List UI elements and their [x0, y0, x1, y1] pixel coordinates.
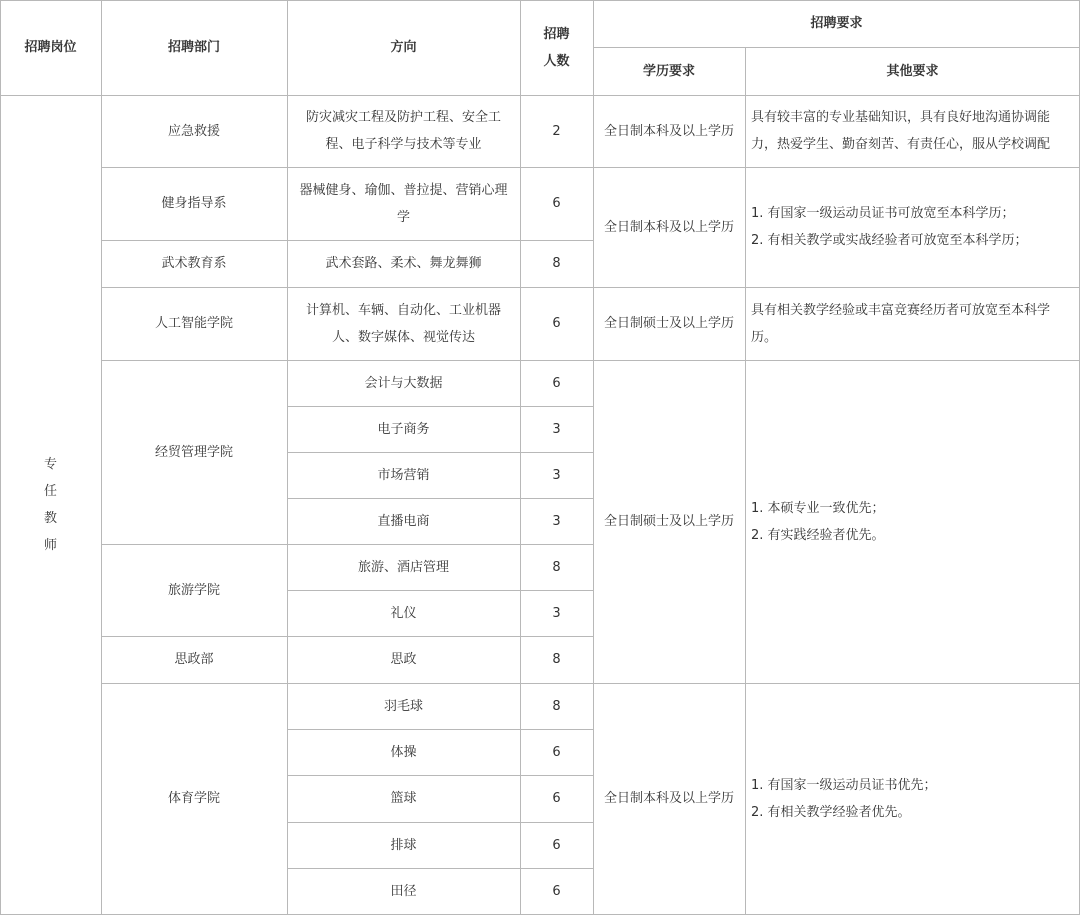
- direction-cell: 田径: [390, 883, 417, 899]
- other-item: 1. 本硕专业一致优先；: [751, 500, 885, 516]
- dept-cell: 经贸管理学院: [154, 444, 233, 460]
- direction-cell: 篮球: [390, 791, 417, 806]
- count-cell: 3: [552, 421, 561, 437]
- header-count-line2: 人数: [543, 53, 570, 69]
- direction-cell: 会计与大数据: [364, 375, 443, 391]
- direction-cell: 旅游、酒店管理: [357, 559, 449, 575]
- position-char: 教: [43, 511, 57, 526]
- count-cell: 6: [552, 744, 561, 760]
- position-char: 师: [43, 538, 57, 553]
- other-item: 2. 有实践经验者优先。: [751, 527, 885, 543]
- direction-cell: 羽毛球: [383, 698, 423, 714]
- dept-cell: 体育学院: [167, 791, 220, 806]
- header-education: 学历要求: [642, 63, 695, 79]
- other-cell: 具有相关教学经验或丰富竞赛经历者可放宽至本科学历。: [751, 302, 1051, 345]
- direction-cell: 礼仪: [390, 605, 417, 621]
- count-cell: 6: [552, 375, 561, 391]
- dept-cell: 旅游学院: [167, 582, 220, 598]
- count-cell: 6: [552, 837, 561, 853]
- count-cell: 8: [552, 652, 561, 667]
- direction-cell: 电子商务: [377, 421, 430, 437]
- count-cell: 6: [552, 883, 561, 899]
- header-department: 招聘部门: [167, 40, 220, 55]
- other-item: 1. 有国家一级运动员证书可放宽至本科学历；: [751, 206, 1015, 221]
- position-cell: [0, 95, 101, 915]
- edu-cell: 全日制硕士及以上学历: [603, 514, 734, 529]
- edu-cell: 全日制本科及以上学历: [603, 123, 734, 139]
- direction-cell: 直播电商: [377, 513, 430, 529]
- count-cell: 3: [552, 605, 561, 621]
- other-item: 2. 有相关教学或实战经验者可放宽至本科学历；: [751, 233, 1028, 248]
- count-cell: 3: [552, 467, 561, 483]
- direction-cell: 武术套路、柔术、舞龙舞狮: [325, 256, 482, 271]
- header-count-line1: 招聘: [543, 26, 570, 42]
- count-cell: 6: [552, 316, 561, 331]
- header-other: 其他要求: [886, 63, 939, 79]
- other-item: 2. 有相关教学经验者优先。: [751, 804, 911, 820]
- header-requirements: 招聘要求: [810, 16, 863, 31]
- direction-cell: 计算机、车辆、自动化、工业机器人、数字媒体、视觉传达: [305, 302, 501, 345]
- header-count: [520, 0, 593, 95]
- count-cell: 8: [552, 256, 561, 271]
- dept-cell: 健身指导系: [161, 196, 227, 211]
- header-position: 招聘岗位: [24, 40, 77, 55]
- direction-cell: 体操: [390, 744, 417, 760]
- dept-cell: 武术教育系: [161, 256, 227, 271]
- dept-cell: 应急救援: [167, 123, 220, 139]
- other-cell: [745, 683, 1080, 914]
- count-cell: 3: [552, 513, 561, 529]
- edu-cell: 全日制本科及以上学历: [603, 791, 734, 806]
- direction-cell: 排球: [390, 837, 417, 853]
- dept-cell: 人工智能学院: [154, 316, 233, 331]
- other-cell: [745, 167, 1080, 287]
- other-item: 1. 有国家一级运动员证书优先；: [751, 777, 937, 793]
- count-cell: 2: [552, 123, 561, 139]
- position-char: 专: [43, 457, 57, 472]
- count-cell: 8: [552, 698, 561, 714]
- direction-cell: 思政: [390, 652, 417, 667]
- edu-cell: 全日制硕士及以上学历: [603, 316, 734, 331]
- dept-cell: 思政部: [174, 652, 214, 667]
- count-cell: 6: [552, 791, 561, 806]
- other-cell: [745, 360, 1080, 683]
- edu-cell: 全日制本科及以上学历: [603, 219, 734, 235]
- direction-cell: 防灾减灾工程及防护工程、安全工程、电子科学与技术等专业: [305, 110, 501, 152]
- header-direction: 方向: [390, 40, 417, 55]
- other-cell: 具有较丰富的专业基础知识，具有良好地沟通协调能力，热爱学生、勤奋刻苦、有责任心，服从学校调配: [751, 110, 1051, 152]
- direction-cell: 器械健身、瑜伽、普拉提、营销心理学: [299, 182, 508, 225]
- position-char: 任: [43, 484, 57, 499]
- count-cell: 8: [552, 559, 561, 575]
- direction-cell: 市场营销: [377, 467, 430, 483]
- count-cell: 6: [552, 196, 561, 211]
